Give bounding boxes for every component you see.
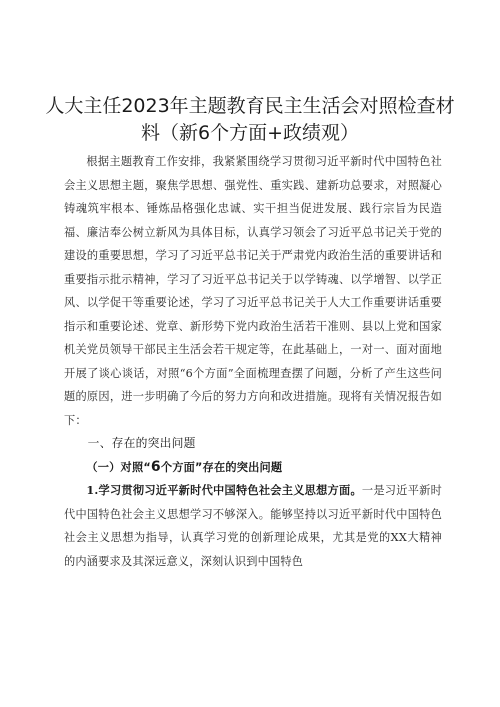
- intro-paragraph: 根据主题教育工作安排，我紧紧围绕学习贯彻习近平新时代中国特色社会主义思想主题，聚焦学思想、强党性、重实践、建新功总要求，对照凝心铸魂筑牢根本、锤炼品格强化忠诚、实干担当促进发展、践行宗旨为民造福、廉洁奉公树立新风为具体目标，认真学习领会了习近平总书记关于党的建设的重要思想，学习了习近平总书记关于严肃党内政治生活的重要讲话和重要指示批示精神，学习了习近平总书记关于以学铸魂、以学增智、以学正风、以学促干等重要论述，学习了习近平总书记关于人大工作重要讲话重要指示和重要论述、党章、新形势下党内政治生活若干准则、县以上党和国家机关党员领导干部民主生活会若干规定等，在此基础上，一对一、面对面地开展了谈心谈话，对照“6个方面”全面梳理查摆了问题，分析了产生这些问题的原因，进一步明确了今后的努力方向和改进措施。现将有关情况报告如下：: [64, 155, 442, 427]
- subsection-suffix: 个方面”存在的突出问题: [160, 460, 283, 474]
- document-body: [64, 150, 442, 573]
- item-text-1: 一是习近平新时代中国特色社会主义思想学习不够深入。能够坚持以习近平新时代中国特色社会主义思想为指导，认真学习党的创新理论成果，尤其是党的XX大精神的内涵要求及其深远意义，深刻认识到中国特色: [64, 484, 442, 568]
- section-heading-1: 一、存在的突出问题: [87, 436, 196, 450]
- item-heading-1: 1.学习贯彻习近平新时代中国特色社会主义思想方面。: [86, 483, 362, 497]
- subsection-number: 6: [150, 458, 161, 475]
- subsection-heading-1-1: [64, 456, 442, 480]
- item-paragraph-1: [64, 479, 442, 573]
- subsection-prefix: （一）对照“: [86, 460, 151, 474]
- document-title: 人大主任2023年主题教育民主生活会对照检查材料（新6个方面+政绩观）: [45, 95, 455, 144]
